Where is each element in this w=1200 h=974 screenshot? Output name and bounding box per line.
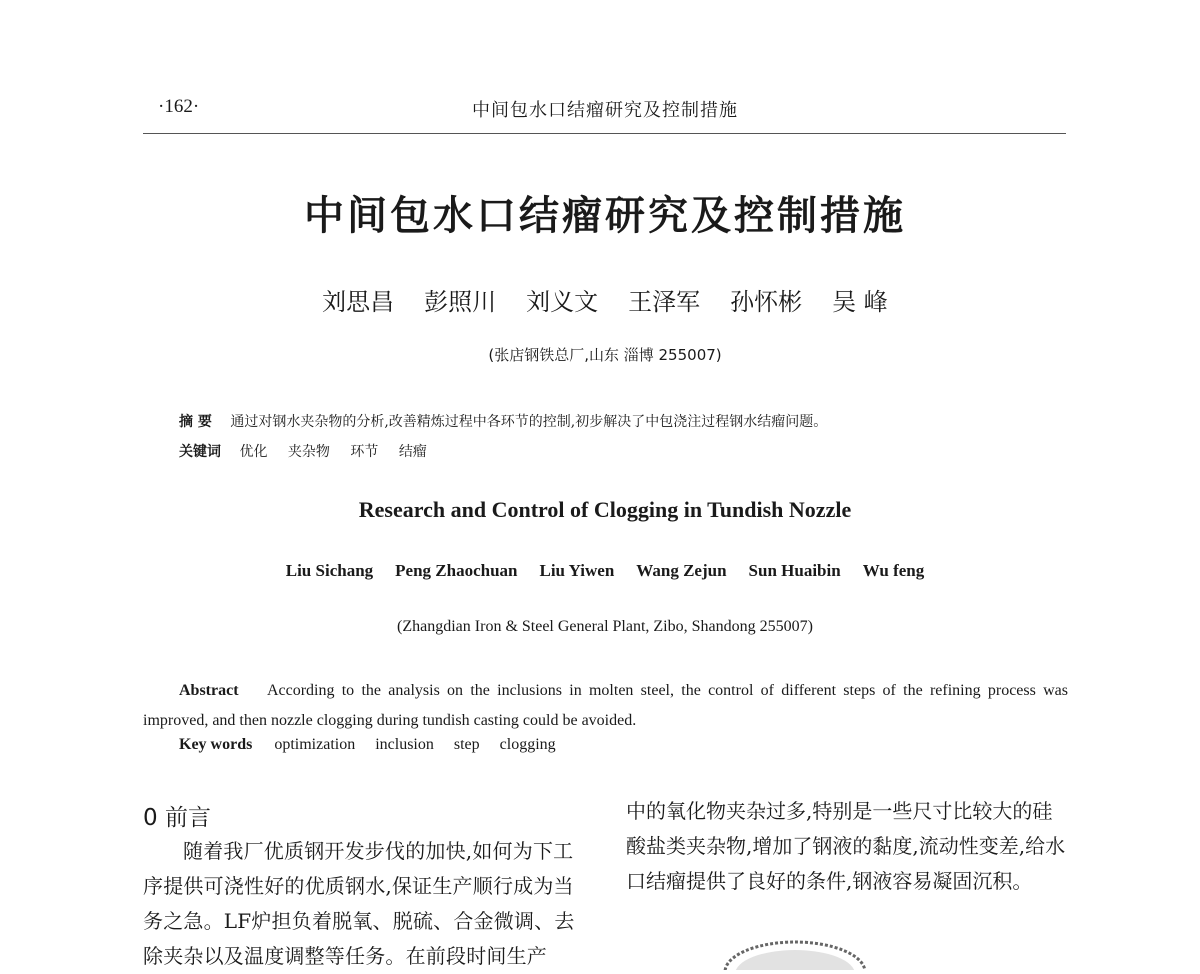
section-heading: 0 前言	[143, 805, 211, 831]
abstract-en-text: According to the analysis on the inclusions in molten steel, the control of different steps of the refining process was improved, and then nozzle clogging during tundish casting could be avoided.	[143, 682, 1068, 729]
author-zh: 孙怀彬	[730, 288, 803, 316]
title-en: Research and Control of Clogging in Tundish Nozzle	[358, 497, 852, 522]
author-zh: 刘义文	[526, 288, 599, 316]
keyword-zh: 夹杂物	[287, 444, 330, 460]
author-zh: 王泽军	[628, 288, 701, 316]
keyword-en: step	[453, 736, 480, 753]
keyword-zh: 优化	[239, 444, 268, 460]
affiliation-zh: (张店钢铁总厂,山东 淄博 255007)	[488, 346, 722, 364]
keywords-zh-label: 关键词	[179, 444, 221, 460]
abstract-en-label: Abstract	[179, 682, 239, 699]
author-en: Wu feng	[862, 561, 925, 580]
body-text-left-column: 随着我厂优质钢开发步伐的加快,如何为下工序提供可浇性好的优质钢水,保证生产顺行成为当务之急。LF炉担负着脱氧、脱硫、合金微调、去除夹杂以及温度调整等任务。在前段时间生产	[143, 839, 575, 968]
authors-en	[0, 561, 1200, 581]
keywords-en	[179, 736, 572, 754]
abstract-zh	[179, 411, 827, 431]
keywords-en-label: Key words	[179, 736, 253, 753]
keyword-en: optimization	[274, 736, 356, 753]
header-rule	[143, 133, 1066, 134]
author-en: Sun Huaibin	[748, 561, 841, 580]
authors-zh	[0, 282, 1200, 317]
abstract-zh-text: 通过对钢水夹杂物的分析,改善精炼过程中各环节的控制,初步解决了中包浇注过程钢水结瘤问题。	[230, 414, 828, 430]
title-zh: 中间包水口结瘤研究及控制措施	[304, 192, 906, 239]
keywords-zh	[179, 441, 443, 461]
figure-partial-image	[690, 930, 900, 970]
body-text-right-column: 中的氧化物夹杂过多,特别是一些尺寸比较大的硅酸盐类夹杂物,增加了钢液的黏度,流动性变差,给水口结瘤提供了良好的条件,钢液容易凝固沉积。	[626, 799, 1066, 893]
author-zh: 刘思昌	[322, 288, 395, 316]
page-number: ·162·	[158, 96, 200, 117]
abstract-zh-label: 摘 要	[179, 414, 212, 430]
affiliation-en: (Zhangdian Iron & Steel General Plant, Zibo, Shandong 255007)	[397, 618, 813, 635]
keyword-en: clogging	[499, 736, 556, 753]
author-en: Wang Zejun	[636, 561, 727, 580]
author-zh: 彭照川	[424, 288, 497, 316]
author-en: Peng Zhaochuan	[395, 561, 518, 580]
keyword-en: inclusion	[375, 736, 434, 753]
author-en: Liu Yiwen	[539, 561, 615, 580]
keyword-zh: 结瘤	[398, 444, 427, 460]
keyword-zh: 环节	[350, 444, 379, 460]
running-title: 中间包水口结瘤研究及控制措施	[472, 100, 738, 121]
author-en: Liu Sichang	[285, 561, 374, 580]
author-zh: 吴 峰	[832, 288, 888, 316]
abstract-en	[143, 676, 1068, 736]
